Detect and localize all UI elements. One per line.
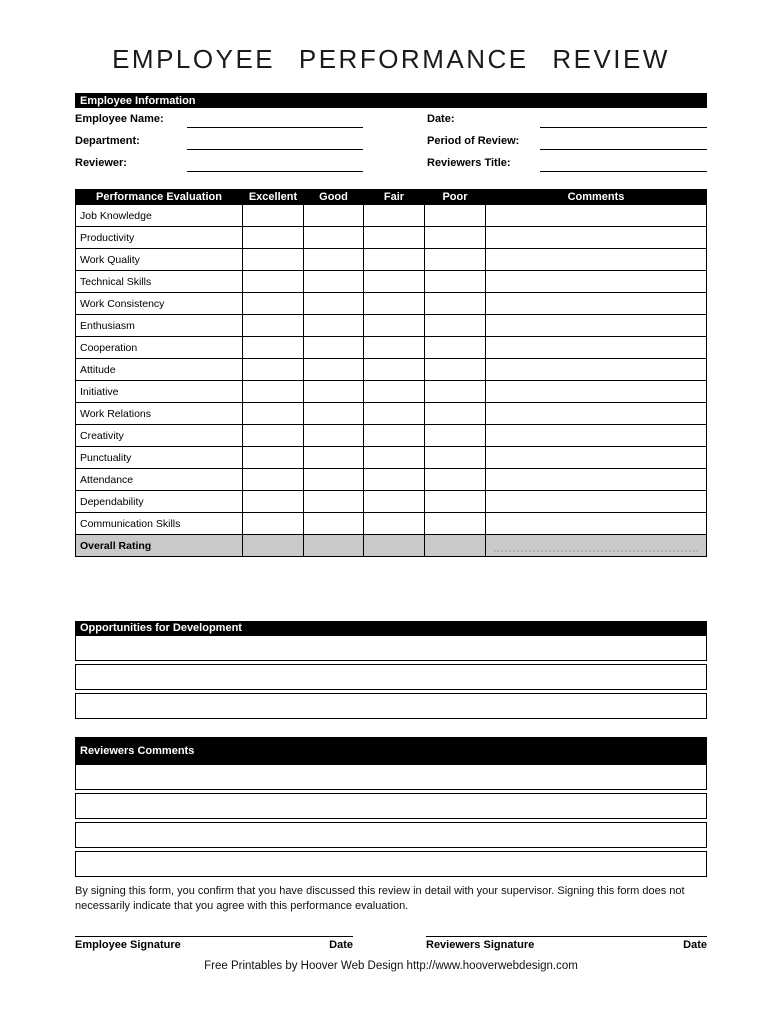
comments-cell[interactable]	[486, 249, 707, 271]
criterion-label: Technical Skills	[76, 271, 243, 293]
rating-cell-fair[interactable]	[364, 403, 425, 425]
development-line[interactable]	[75, 635, 707, 661]
comments-cell[interactable]	[486, 205, 707, 227]
development-line[interactable]	[75, 664, 707, 690]
employee-signature-field[interactable]	[75, 929, 353, 937]
employee-signature-date-label: Date	[329, 939, 353, 951]
criterion-label: Attendance	[76, 469, 243, 491]
comments-cell[interactable]	[486, 513, 707, 535]
criterion-label: Punctuality	[76, 447, 243, 469]
rating-cell-poor[interactable]	[425, 381, 486, 403]
evaluation-row	[76, 249, 707, 271]
performance-evaluation-section	[75, 189, 707, 557]
rating-cell-poor[interactable]	[425, 425, 486, 447]
rating-cell-good[interactable]	[304, 403, 364, 425]
column-header-fair: Fair	[364, 190, 425, 205]
criterion-label: Cooperation	[76, 337, 243, 359]
rating-cell-fair[interactable]	[364, 271, 425, 293]
rating-cell-good[interactable]	[304, 381, 364, 403]
rating-cell-fair[interactable]	[364, 491, 425, 513]
rating-cell-excellent[interactable]	[243, 381, 304, 403]
rating-cell-poor[interactable]	[425, 315, 486, 337]
criterion-label: Dependability	[76, 491, 243, 513]
rating-cell-excellent[interactable]	[243, 403, 304, 425]
evaluation-row	[76, 381, 707, 403]
evaluation-row	[76, 403, 707, 425]
rating-cell-good[interactable]	[304, 513, 364, 535]
info-row	[75, 154, 707, 172]
reviewers-title-field[interactable]	[540, 154, 707, 172]
rating-cell-fair[interactable]	[364, 469, 425, 491]
overall-rating-cell-excellent[interactable]	[243, 535, 304, 557]
comments-cell[interactable]	[486, 293, 707, 315]
comments-cell[interactable]	[486, 227, 707, 249]
rating-cell-poor[interactable]	[425, 205, 486, 227]
employee-info-header-bar	[75, 93, 707, 108]
rating-cell-good[interactable]	[304, 271, 364, 293]
reviewers-title-label: Reviewers Title:	[427, 157, 511, 169]
column-header-poor: Poor	[425, 190, 486, 205]
reviewer-comments-lines	[75, 764, 707, 877]
evaluation-row	[76, 359, 707, 381]
rating-cell-good[interactable]	[304, 469, 364, 491]
criterion-label: Work Relations	[76, 403, 243, 425]
rating-cell-fair[interactable]	[364, 249, 425, 271]
rating-cell-excellent[interactable]	[243, 337, 304, 359]
reviewer-label: Reviewer:	[75, 157, 127, 169]
rating-cell-poor[interactable]	[425, 447, 486, 469]
reviewer-comment-line[interactable]	[75, 793, 707, 819]
criterion-label: Communication Skills	[76, 513, 243, 535]
rating-cell-good[interactable]	[304, 425, 364, 447]
evaluation-row	[76, 315, 707, 337]
rating-cell-good[interactable]	[304, 293, 364, 315]
rating-cell-good[interactable]	[304, 491, 364, 513]
rating-cell-excellent[interactable]	[243, 491, 304, 513]
rating-cell-excellent[interactable]	[243, 359, 304, 381]
comments-cell[interactable]	[486, 425, 707, 447]
comments-cell[interactable]	[486, 469, 707, 491]
overall-rating-row	[76, 535, 707, 557]
evaluation-row	[76, 425, 707, 447]
evaluation-row	[76, 447, 707, 469]
reviewer-comment-line[interactable]	[75, 764, 707, 790]
overall-comments-cell[interactable]	[486, 535, 707, 557]
rating-cell-fair[interactable]	[364, 293, 425, 315]
rating-cell-poor[interactable]	[425, 403, 486, 425]
period-of-review-label: Period of Review:	[427, 135, 520, 147]
employee-info-header-label: Employee Information	[80, 94, 196, 107]
comments-cell[interactable]	[486, 271, 707, 293]
rating-cell-fair[interactable]	[364, 447, 425, 469]
rating-cell-poor[interactable]	[425, 293, 486, 315]
overall-rating-label: Overall Rating	[76, 535, 243, 557]
criterion-label: Attitude	[76, 359, 243, 381]
criterion-label: Work Consistency	[76, 293, 243, 315]
rating-cell-poor[interactable]	[425, 249, 486, 271]
department-label: Department:	[75, 135, 140, 147]
employee-name-label: Employee Name:	[75, 113, 164, 125]
rating-cell-good[interactable]	[304, 249, 364, 271]
comments-cell[interactable]	[486, 403, 707, 425]
rating-cell-excellent[interactable]	[243, 469, 304, 491]
criterion-label: Productivity	[76, 227, 243, 249]
comments-cell[interactable]	[486, 315, 707, 337]
employee-info-fields	[75, 110, 707, 176]
reviewer-signature-labels	[426, 937, 707, 951]
evaluation-row	[76, 227, 707, 249]
evaluation-header-row	[76, 190, 707, 205]
evaluation-row	[76, 513, 707, 535]
rating-cell-poor[interactable]	[425, 469, 486, 491]
evaluation-row	[76, 491, 707, 513]
development-header-label: Opportunities for Development	[80, 622, 242, 634]
reviewer-field[interactable]	[187, 154, 363, 172]
overall-rating-cell-good[interactable]	[304, 535, 364, 557]
reviewer-signature-block	[426, 929, 707, 951]
employee-signature-labels	[75, 937, 353, 951]
rating-cell-excellent[interactable]	[243, 425, 304, 447]
criterion-label: Work Quality	[76, 249, 243, 271]
employee-name-field[interactable]	[187, 110, 363, 128]
rating-cell-poor[interactable]	[425, 491, 486, 513]
rating-cell-excellent[interactable]	[243, 227, 304, 249]
employee-signature-label: Employee Signature	[75, 939, 181, 951]
page-title: EMPLOYEE PERFORMANCE REVIEW	[112, 44, 670, 74]
overall-rating-cell-fair[interactable]	[364, 535, 425, 557]
column-header-comments: Comments	[486, 190, 707, 205]
rating-cell-poor[interactable]	[425, 513, 486, 535]
development-lines	[75, 635, 707, 719]
evaluation-row	[76, 271, 707, 293]
rating-cell-fair[interactable]	[364, 315, 425, 337]
column-header-good: Good	[304, 190, 364, 205]
criterion-label: Initiative	[76, 381, 243, 403]
criterion-label: Enthusiasm	[76, 315, 243, 337]
overall-rating-cell-poor[interactable]	[425, 535, 486, 557]
rating-cell-good[interactable]	[304, 337, 364, 359]
rating-cell-poor[interactable]	[425, 271, 486, 293]
development-header-bar	[75, 621, 707, 635]
rating-cell-fair[interactable]	[364, 337, 425, 359]
reviewer-signature-field[interactable]	[426, 929, 707, 937]
rating-cell-good[interactable]	[304, 447, 364, 469]
rating-cell-fair[interactable]	[364, 227, 425, 249]
rating-cell-good[interactable]	[304, 205, 364, 227]
evaluation-table	[75, 189, 707, 557]
rating-cell-poor[interactable]	[425, 337, 486, 359]
period-of-review-field[interactable]	[540, 132, 707, 150]
reviewer-comment-line[interactable]	[75, 851, 707, 877]
rating-cell-fair[interactable]	[364, 381, 425, 403]
rating-cell-excellent[interactable]	[243, 271, 304, 293]
comments-cell[interactable]	[486, 337, 707, 359]
criterion-label: Creativity	[76, 425, 243, 447]
reviewer-signature-label: Reviewers Signature	[426, 939, 535, 951]
footer-credit: Free Printables by Hoover Web Design http://www.hooverwebdesign.com	[204, 960, 578, 972]
column-header-excellent: Excellent	[243, 190, 304, 205]
rating-cell-excellent[interactable]	[243, 249, 304, 271]
rating-cell-poor[interactable]	[425, 227, 486, 249]
field-gap	[363, 132, 427, 150]
development-line[interactable]	[75, 693, 707, 719]
date-label: Date:	[427, 113, 455, 125]
evaluation-row	[76, 469, 707, 491]
rating-cell-excellent[interactable]	[243, 293, 304, 315]
department-field[interactable]	[187, 132, 363, 150]
dotted-leader-line	[494, 539, 698, 552]
column-header-performance-evaluation: Performance Evaluation	[76, 190, 243, 205]
employee-signature-block	[75, 929, 353, 951]
date-field[interactable]	[540, 110, 707, 128]
rating-cell-poor[interactable]	[425, 359, 486, 381]
rating-cell-excellent[interactable]	[243, 447, 304, 469]
rating-cell-fair[interactable]	[364, 205, 425, 227]
comments-cell[interactable]	[486, 491, 707, 513]
evaluation-row	[76, 293, 707, 315]
reviewer-signature-date-label: Date	[683, 939, 707, 951]
reviewer-comments-header-bar	[75, 737, 707, 764]
rating-cell-fair[interactable]	[364, 513, 425, 535]
reviewer-comments-header-label: Reviewers Comments	[80, 744, 195, 757]
rating-cell-good[interactable]	[304, 359, 364, 381]
comments-cell[interactable]	[486, 381, 707, 403]
rating-cell-fair[interactable]	[364, 359, 425, 381]
signing-note: By signing this form, you confirm that you have discussed this review in detail with your supervisor. Signing this form does not necessarily indicate that you agree with this performance evaluation.	[75, 885, 685, 912]
rating-cell-good[interactable]	[304, 227, 364, 249]
info-row	[75, 110, 707, 128]
field-gap	[363, 154, 427, 172]
rating-cell-excellent[interactable]	[243, 315, 304, 337]
reviewer-comment-line[interactable]	[75, 822, 707, 848]
rating-cell-excellent[interactable]	[243, 513, 304, 535]
info-row	[75, 132, 707, 150]
rating-cell-excellent[interactable]	[243, 205, 304, 227]
comments-cell[interactable]	[486, 359, 707, 381]
rating-cell-fair[interactable]	[364, 425, 425, 447]
criterion-label: Job Knowledge	[76, 205, 243, 227]
evaluation-row	[76, 337, 707, 359]
comments-cell[interactable]	[486, 447, 707, 469]
rating-cell-good[interactable]	[304, 315, 364, 337]
field-gap	[363, 110, 427, 128]
evaluation-row	[76, 205, 707, 227]
